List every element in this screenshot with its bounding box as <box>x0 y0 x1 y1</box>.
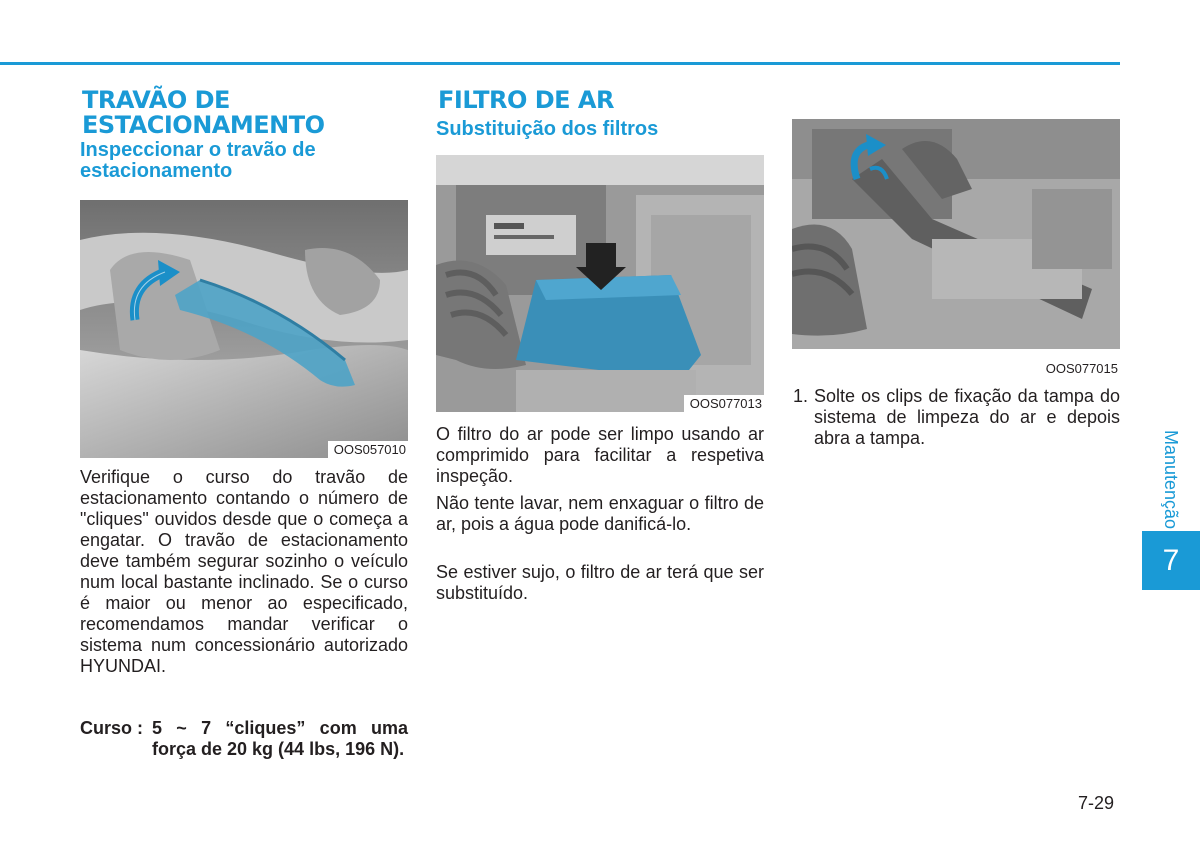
step-text: Solte os clips de fixação da tampa do sistema de limpeza do ar e depois abra a tampa. <box>814 386 1120 448</box>
figure-code: OOS057010 <box>328 441 408 458</box>
header-rule <box>0 62 1120 65</box>
chapter-tab-label-text: Manutenção <box>1161 429 1182 530</box>
page-number: 7-29 <box>1078 793 1115 813</box>
section-title <box>82 88 325 138</box>
air-filter-paragraph-2: Não tente lavar, nem enxaguar o filtro de ar, pois a água pode danificá-lo. <box>436 493 764 534</box>
chapter-number-tab: 7 <box>1142 531 1200 590</box>
section-title-line-1: TRAVÃO DE <box>82 86 230 114</box>
air-filter-figure <box>436 155 764 412</box>
step-number: 1. <box>793 386 809 406</box>
air-filter-cover-figure <box>792 119 1120 377</box>
air-filter-paragraph-1: O filtro do ar pode ser limpo usando ar comprimido para facilitar a respetiva inspeção. <box>436 424 764 486</box>
parking-brake-paragraph: Verifique o curso do travão de estacionamento contando o número de "cliques" ouvidos desde que o começa a engatar. O travão de estacionamento deve também segurar sozinho o veículo num local bastante inclinado. Se o curso é maior ou menor ao especificado, recomendamos mandar verificar o sistema num concessionário autorizado HYUNDAI. <box>80 467 408 676</box>
spec-value: 5 ~ 7 “cliques” com uma força de 20 kg (44 lbs, 196 N). <box>152 718 408 759</box>
air-filter-illustration <box>436 155 764 412</box>
air-filter-subtitle: Substituição dos filtros <box>436 118 659 140</box>
air-filter-title: FILTRO DE AR <box>438 86 614 114</box>
parking-brake-figure <box>80 200 408 458</box>
figure-code: OOS077015 <box>1045 361 1118 376</box>
air-filter-paragraph-3: Se estiver sujo, o filtro de ar terá que ser substituído. <box>436 562 764 603</box>
parking-brake-illustration <box>80 200 408 458</box>
figure-code: OOS077013 <box>684 395 764 412</box>
chapter-tab-label <box>1142 427 1200 532</box>
section-subtitle: Inspeccionar o travão de estacionamento <box>80 139 316 182</box>
spec-label: Curso : <box>80 718 143 738</box>
air-filter-cover-illustration <box>792 119 1120 377</box>
section-title-line-2: ESTACIONAMENTO <box>82 111 325 139</box>
